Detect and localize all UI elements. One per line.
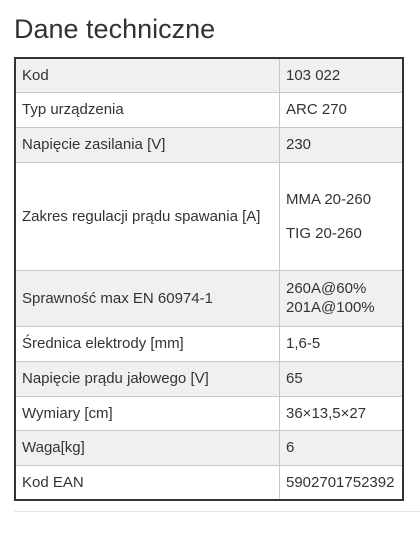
table-row [15,430,403,465]
spec-value-line: 260A@60% [286,280,367,297]
spec-value: 103 022 [280,58,404,92]
spec-value [280,162,404,270]
divider [14,511,420,512]
spec-value [280,270,404,326]
spec-value: 36×13,5×27 [280,396,404,430]
spec-value: 6 [280,430,404,465]
spec-value: 230 [280,127,404,162]
spec-label: Kod EAN [15,465,280,500]
table-row [15,162,403,270]
spec-value: 1,6-5 [280,326,404,361]
spec-value-line: 201A@100% [286,299,375,316]
spec-label: Średnica elektrody [mm] [15,326,280,361]
spec-label: Napięcie prądu jałowego [V] [15,361,280,396]
table-row [15,270,403,326]
spec-value-line: TIG 20-260 [286,224,362,242]
table-row [15,396,403,430]
table-row [15,58,403,92]
section-title: Dane techniczne [14,14,216,44]
table-row [15,465,403,500]
spec-label: Napięcie zasilania [V] [15,127,280,162]
spec-value-line: MMA 20-260 [286,190,372,208]
spec-label: Typ urządzenia [15,92,280,127]
spec-label: Sprawność max EN 60974-1 [15,270,280,326]
spec-value: 65 [280,361,404,396]
table-row [15,361,403,396]
table-row [15,127,403,162]
spec-label: Waga[kg] [15,430,280,465]
spec-value: ARC 270 [280,92,404,127]
spec-label: Zakres regulacji prądu spawania [A] [15,162,280,270]
spec-value: 5902701752392 [280,465,404,500]
spec-label: Kod [15,58,280,92]
table-row [15,92,403,127]
spec-label: Wymiary [cm] [15,396,280,430]
table-row [15,326,403,361]
specs-table [14,57,404,501]
